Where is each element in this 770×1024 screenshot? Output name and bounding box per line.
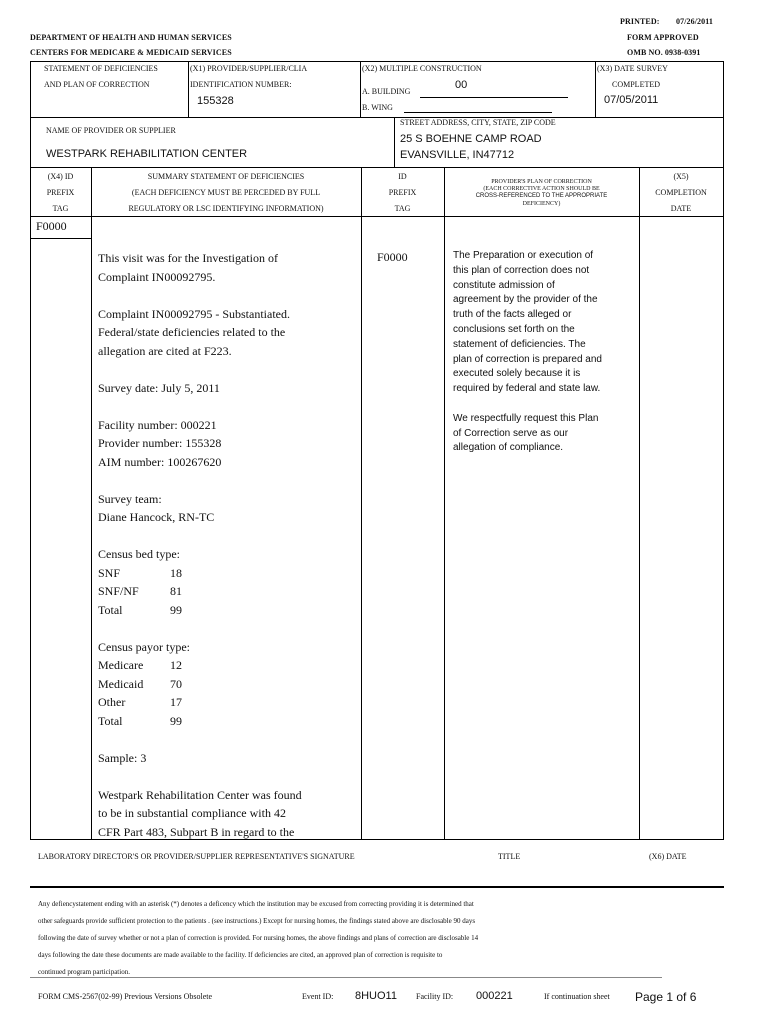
census-label: SNF/NF — [98, 584, 139, 598]
summary-header-2: (EACH DEFICIENCY MUST BE PERCEDED BY FULL — [131, 188, 321, 197]
summary-line — [98, 767, 358, 786]
x4-header-1: (X4) ID — [47, 172, 74, 181]
department-name: DEPARTMENT OF HEALTH AND HUMAN SERVICES — [30, 33, 232, 42]
census-value: 70 — [170, 676, 182, 691]
census-value: 99 — [170, 602, 182, 617]
plan-header-3: CROSS-REFERENCED TO THE APPROPRIATE — [475, 193, 608, 199]
plan-line: The Preparation or execution of — [453, 250, 594, 261]
x2-label: (X2) MULTIPLE CONSTRUCTION — [362, 64, 482, 73]
summary-line: CFR Part 483, Subpart B in regard to the — [98, 824, 295, 839]
signature-label: LABORATORY DIRECTOR'S OR PROVIDER/SUPPLIER REPRESENTATIVE'S SIGNATURE — [38, 852, 355, 861]
summary-line: to be in substantial compliance with 42 — [98, 806, 286, 820]
census-label: Total — [98, 602, 123, 617]
event-id-value: 8HUO11 — [355, 990, 397, 1002]
summary-line — [98, 693, 358, 712]
mid-prefix-tag: F0000 — [377, 250, 408, 264]
form-number: FORM CMS-2567(02-99) Previous Versions Obsolete — [38, 992, 213, 1001]
census-value: 12 — [170, 658, 182, 672]
plan-line: statement of deficiencies. The — [453, 338, 586, 350]
census-label: Medicaid — [98, 676, 144, 691]
summary-line: Sample: 3 — [98, 750, 147, 765]
address-line-1: 25 S BOEHNE CAMP ROAD — [400, 133, 542, 145]
summary-line — [98, 527, 358, 546]
summary-line: Survey date: July 5, 2011 — [98, 380, 220, 395]
summary-line — [98, 601, 358, 620]
summary-line — [98, 656, 358, 675]
provider-name-label: NAME OF PROVIDER OR SUPPLIER — [46, 126, 176, 135]
disclaimer — [38, 896, 478, 981]
plan-header-4: DEFICIENCY) — [522, 201, 561, 207]
statement-label-2: AND PLAN OF CORRECTION — [44, 80, 150, 89]
id-header-2: PREFIX — [388, 188, 417, 197]
plan-line: plan of correction is prepared and — [453, 353, 602, 365]
summary-line: This visit was for the Investigation of — [98, 251, 278, 265]
x3-label-2: COMPLETED — [612, 80, 660, 89]
x3-label-1: (X3) DATE SURVEY — [597, 64, 668, 73]
plan-line — [453, 397, 637, 412]
plan-line: conclusions set forth on the — [453, 323, 575, 335]
plan-line: of Correction serve as our — [453, 427, 569, 439]
title-label: TITLE — [498, 852, 521, 861]
address-label: STREET ADDRESS, CITY, STATE, ZIP CODE — [400, 118, 556, 127]
plan-line: allegation of compliance. — [453, 442, 564, 454]
id-header-1: ID — [398, 172, 407, 181]
x6-date-label: (X6) DATE — [649, 852, 687, 861]
summary-line: Survey team: — [98, 491, 162, 506]
centers-name: CENTERS FOR MEDICARE & MEDICAID SERVICES — [30, 48, 232, 57]
disclaimer-line: other safeguards provide sufficient protection to the patients . (see instructions.) Except for nursing homes, the findings stated above are disclosable 90 days — [38, 917, 476, 925]
building-value: 00 — [455, 79, 468, 91]
x5-header-2: COMPLETION — [655, 188, 707, 197]
x5-header-1: (X5) — [673, 172, 689, 181]
census-value: 18 — [170, 565, 182, 580]
summary-line — [98, 360, 358, 379]
facility-id-value: 000221 — [476, 990, 513, 1002]
x1-label-1: (X1) PROVIDER/SUPPLIER/CLIA — [190, 64, 308, 73]
building-label: A. BUILDING — [362, 87, 411, 96]
summary-line — [98, 286, 358, 305]
summary-line: allegation are cited at F223. — [98, 343, 232, 358]
continuation-label: If continuation sheet — [544, 992, 610, 1001]
form-approved: FORM APPROVED — [627, 33, 699, 42]
summary-line: Complaint IN00092795. — [98, 269, 216, 284]
census-label: SNF — [98, 565, 121, 580]
summary-line — [98, 397, 358, 416]
omb-number: OMB NO. 0938-0391 — [627, 48, 701, 57]
facility-id-label: Facility ID: — [416, 992, 454, 1001]
summary-line: Federal/state deficiencies related to the — [98, 325, 286, 339]
summary-line — [98, 675, 358, 694]
summary-header-1: SUMMARY STATEMENT OF DEFICIENCIES — [147, 172, 305, 181]
plan-line: executed solely because it is — [453, 368, 581, 380]
plan-line: this plan of correction does not — [453, 264, 590, 276]
x4-header-3: TAG — [52, 204, 69, 213]
x5-header-3: DATE — [670, 204, 692, 213]
plan-line: truth of the facts alleged or — [453, 309, 572, 321]
summary-line — [98, 564, 358, 583]
summary-line — [98, 712, 358, 731]
disclaimer-line: following the date of survey whether or not a plan of correction is provided. For nursing homes, the above findings and plans of correction are disclosable 14 — [38, 934, 479, 942]
census-label: Total — [98, 713, 123, 728]
census-value: 99 — [170, 713, 182, 728]
summary-line: Complaint IN00092795 - Substantiated. — [98, 306, 290, 321]
summary-header-3: REGULATORY OR LSC IDENTIFYING INFORMATION) — [128, 204, 324, 213]
statement-label-1: STATEMENT OF DEFICIENCIES — [44, 64, 158, 73]
wing-underline — [404, 112, 552, 113]
census-value: 17 — [170, 695, 182, 709]
disclaimer-line: Any defiencystatement ending with an asterisk (*) denotes a deficency which the institution may be excused from correcting providing it is determined that — [38, 900, 474, 908]
plan-line: agreement by the provider of the — [453, 294, 598, 306]
plan-header-1: PROVIDER'S PLAN OF CORRECTION — [491, 179, 592, 185]
summary-line: Diane Hancock, RN-TC — [98, 510, 215, 524]
disclaimer-line: continued program participation. — [38, 968, 130, 976]
page-number: Page 1 of 6 — [635, 990, 697, 1004]
summary-line — [98, 619, 358, 638]
census-label: Other — [98, 695, 126, 709]
wing-label: B. WING — [362, 103, 393, 112]
left-prefix-tag: F0000 — [36, 219, 67, 233]
id-header-3: TAG — [394, 204, 411, 213]
printed-label: PRINTED: — [620, 17, 660, 26]
summary-line: Census payor type: — [98, 639, 190, 654]
provider-id-value: 155328 — [197, 95, 234, 107]
plan-of-correction — [453, 249, 637, 456]
right-border — [723, 61, 724, 839]
event-id-label: Event ID: — [302, 992, 334, 1001]
x4-header-2: PREFIX — [46, 188, 75, 197]
summary-line — [98, 582, 358, 601]
summary-line: Provider number: 155328 — [98, 436, 222, 450]
plan-header-2: (EACH CORRECTIVE ACTION SHOULD BE — [483, 186, 600, 192]
disclaimer-line: days following the date these documents are made available to the facility. If deficiencies are cited, an approved plan of correction is requisite to — [38, 951, 443, 959]
summary-line: Census bed type: — [98, 547, 180, 561]
summary-line: Facility number: 000221 — [98, 417, 217, 432]
summary-statement — [98, 249, 358, 841]
top-border — [30, 61, 724, 62]
plan-line: required by federal and state law. — [453, 383, 601, 395]
printed-date: 07/26/2011 — [676, 17, 714, 26]
address-line-2: EVANSVILLE, IN47712 — [400, 149, 515, 161]
census-value: 81 — [170, 584, 182, 598]
plan-line: We respectfully request this Plan — [453, 412, 599, 424]
summary-line — [98, 471, 358, 490]
census-label: Medicare — [98, 658, 144, 672]
plan-line: constitute admission of — [453, 279, 555, 291]
x1-label-2: IDENTIFICATION NUMBER: — [190, 80, 292, 89]
building-underline — [420, 97, 568, 98]
signature-bottom-rule — [30, 886, 724, 888]
provider-name-value: WESTPARK REHABILITATION CENTER — [46, 148, 248, 160]
summary-line: Westpark Rehabilitation Center was found — [98, 787, 302, 802]
footer-rule — [30, 977, 662, 978]
summary-line: AIM number: 100267620 — [98, 454, 222, 469]
survey-completed-date: 07/05/2011 — [604, 94, 659, 106]
summary-line — [98, 730, 358, 749]
